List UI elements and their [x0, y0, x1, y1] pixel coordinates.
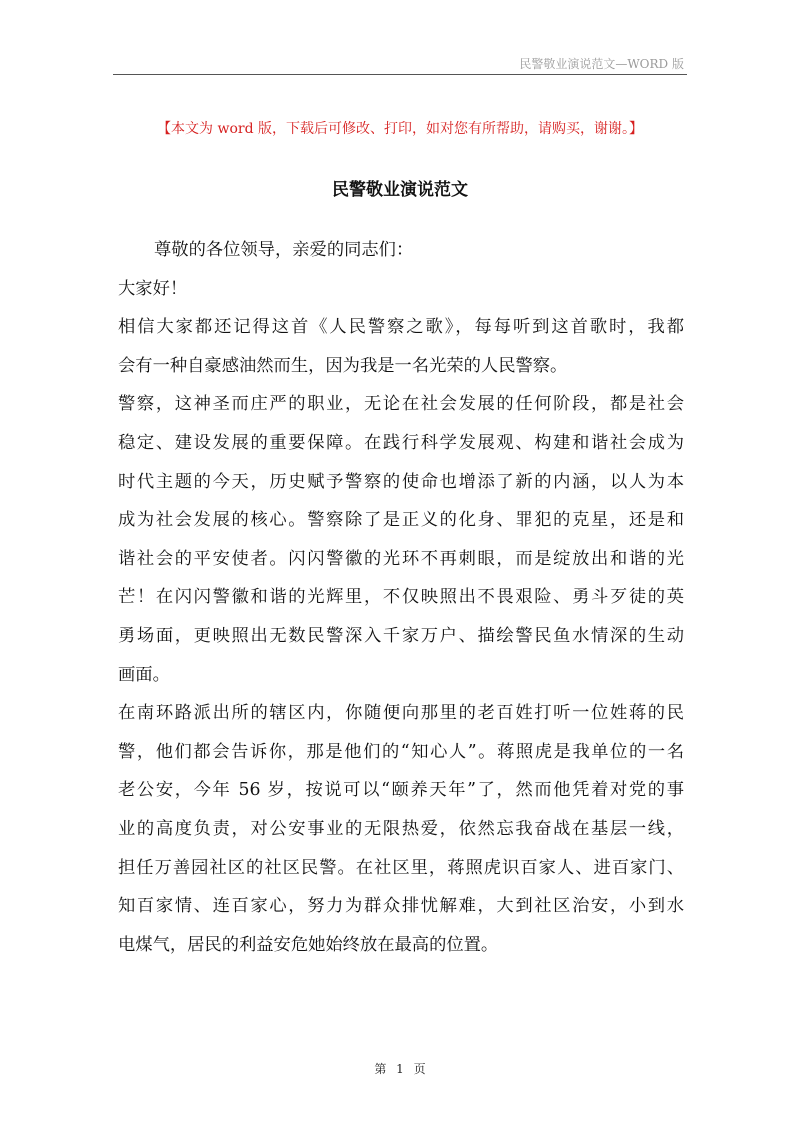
body-line: 在南环路派出所的辖区内，你随便向那里的老百姓打听一位姓蒋的民 — [118, 703, 684, 724]
body-line: 勇场面，更映照出无数民警深入千家万户、描绘警民鱼水情深的生动 — [118, 625, 684, 646]
body-line: 业的高度负责，对公安事业的无限热爱，依然忘我奋战在基层一线， — [118, 818, 684, 839]
body-line: 电煤气，居民的利益安危她始终放在最高的位置。 — [118, 934, 499, 955]
body-line: 稳定、建设发展的重要保障。在践行科学发展观、构建和谐社会成为 — [118, 432, 684, 453]
body-line: 知百家情、连百家心，努力为群众排忧解难，大到社区治安，小到水 — [118, 896, 684, 917]
body-line: 警，他们都会告诉你，那是他们的“知心人”。蒋照虎是我单位的一名 — [118, 741, 684, 762]
body-line: 谐社会的平安使者。闪闪警徽的光环不再刺眼，而是绽放出和谐的光 — [118, 548, 684, 569]
body-line: 时代主题的今天，历史赋予警察的使命也增添了新的内涵，以人为本 — [118, 471, 684, 492]
body-line: 担任万善园社区的社区民警。在社区里，蒋照虎识百家人、进百家门、 — [118, 857, 684, 878]
body-line: 老公安，今年 56 岁，按说可以“颐养天年”了，然而他凭着对党的事 — [118, 780, 684, 801]
download-notice: 【本文为 word 版，下载后可修改、打印，如对您有所帮助，请购买，谢谢。】 — [157, 121, 643, 137]
page-prefix: 第 — [374, 1062, 387, 1076]
page-footer — [0, 1060, 800, 1077]
body-line: 芒！在闪闪警徽和谐的光辉里，不仅映照出不畏艰险、勇斗歹徒的英 — [118, 587, 684, 608]
body-line: 相信大家都还记得这首《人民警察之歌》，每每听到这首歌时，我都 — [118, 317, 684, 338]
greeting-line: 大家好！ — [118, 278, 188, 299]
document-title: 民警敬业演说范文 — [332, 180, 468, 200]
body-line: 会有一种自豪感油然而生，因为我是一名光荣的人民警察。 — [118, 355, 568, 376]
document-body — [118, 231, 684, 964]
body-line: 警察，这神圣而庄严的职业，无论在社会发展的任何阶段，都是社会 — [118, 394, 684, 415]
body-line: 成为社会发展的核心。警察除了是正义的化身、罪犯的克星，还是和 — [118, 510, 684, 531]
page-suffix: 页 — [413, 1062, 426, 1076]
page-number: 1 — [396, 1062, 404, 1076]
running-header: 民警敬业演说范文—WORD 版 — [519, 57, 684, 71]
header-divider — [113, 74, 687, 75]
body-line: 画面。 — [118, 664, 170, 685]
salutation-line: 尊敬的各位领导，亲爱的同志们： — [154, 240, 414, 260]
